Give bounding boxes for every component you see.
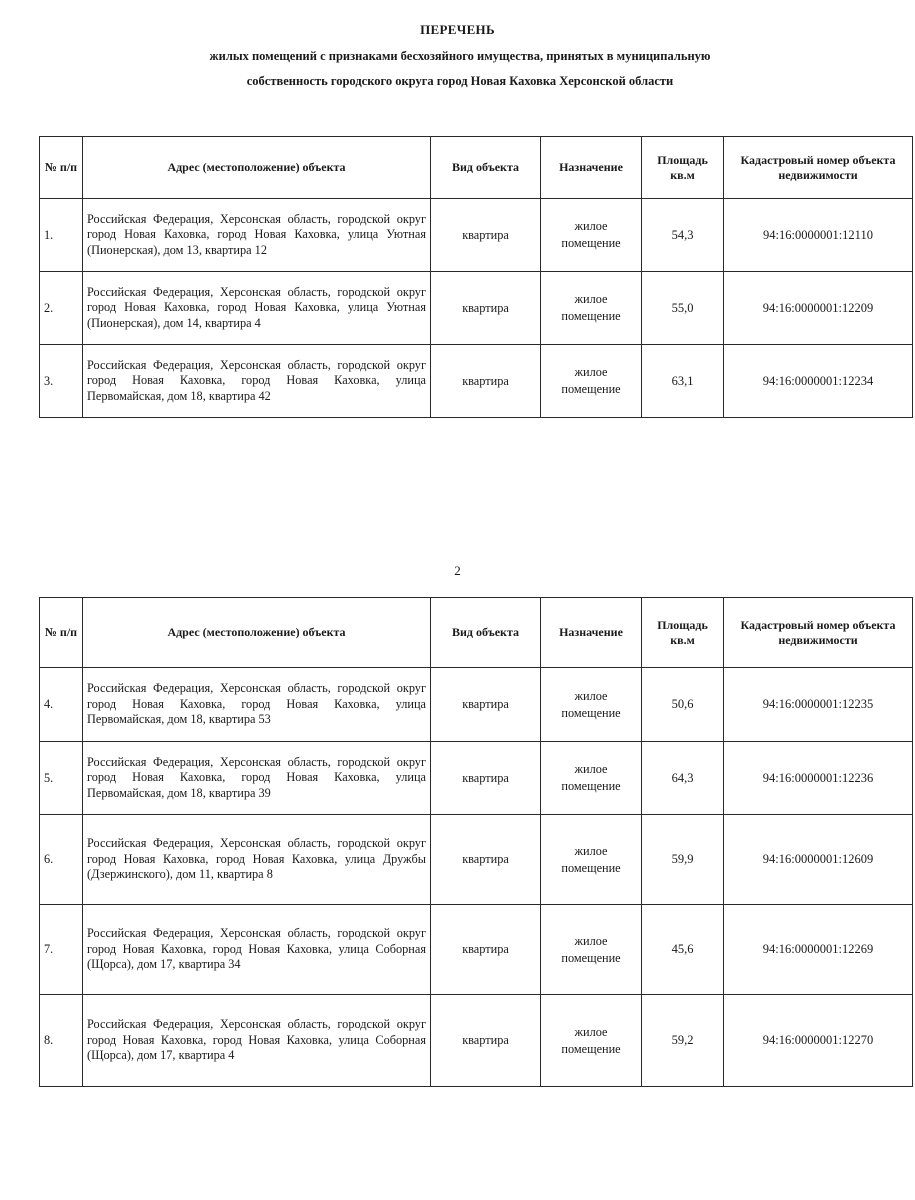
row-kind: квартира [431,668,541,742]
row-num: 7. [40,905,83,995]
row-cadastral: 94:16:0000001:12235 [724,668,913,742]
header-address: Адрес (местоположение) объекта [83,137,431,199]
row-address: Российская Федерация, Херсонская область, городской округ город Новая Каховка, город Новая Каховка, улица Первомайская, дом 18, квартира 39 [83,742,431,815]
header-cadastral: Кадастровый номер объекта недвижимости [724,137,913,199]
row-purpose: жилое помещение [541,742,642,815]
row-address: Российская Федерация, Херсонская область, городской округ город Новая Каховка, город Новая Каховка, улица Первомайская, дом 18, квартира 42 [83,345,431,418]
header-purpose: Назначение [541,137,642,199]
table-row [40,199,913,272]
row-area: 63,1 [642,345,724,418]
row-cadastral: 94:16:0000001:12609 [724,815,913,905]
row-kind: квартира [431,815,541,905]
header-num: № п/п [40,598,83,668]
table-row [40,272,913,345]
table-header-row [40,137,913,199]
table-row [40,905,913,995]
table-row [40,742,913,815]
row-address: Российская Федерация, Херсонская область, городской округ город Новая Каховка, город Новая Каховка, улица Соборная (Щорса), дом 17, квартира 34 [83,905,431,995]
row-area: 54,3 [642,199,724,272]
row-purpose: жилое помещение [541,272,642,345]
row-num: 5. [40,742,83,815]
header-kind: Вид объекта [431,137,541,199]
row-area: 45,6 [642,905,724,995]
header-area: Площадь кв.м [642,598,724,668]
row-num: 3. [40,345,83,418]
row-purpose: жилое помещение [541,815,642,905]
row-purpose: жилое помещение [541,345,642,418]
table-row [40,815,913,905]
header-num: № п/п [40,137,83,199]
register-table-page-1 [39,136,913,418]
header-address: Адрес (местоположение) объекта [83,598,431,668]
row-num: 4. [40,668,83,742]
row-num: 2. [40,272,83,345]
row-kind: квартира [431,742,541,815]
row-area: 50,6 [642,668,724,742]
row-area: 55,0 [642,272,724,345]
register-table-page-2 [39,597,913,1087]
row-num: 6. [40,815,83,905]
row-area: 64,3 [642,742,724,815]
document-subtitle-line-1: жилых помещений с признаками бесхозяйного имущества, принятых в муниципальную [209,49,711,63]
row-address: Российская Федерация, Херсонская область, городской округ город Новая Каховка, город Новая Каховка, улица Уютная (Пионерская), дом 13, квартира 12 [83,199,431,272]
row-cadastral: 94:16:0000001:12236 [724,742,913,815]
header-purpose: Назначение [541,598,642,668]
row-kind: квартира [431,199,541,272]
row-address: Российская Федерация, Херсонская область, городской округ город Новая Каховка, город Новая Каховка, улица Дружбы (Дзержинского), дом 11, квартира 8 [83,815,431,905]
document-title: ПЕРЕЧЕНЬ [420,22,495,37]
row-kind: квартира [431,345,541,418]
table-row [40,995,913,1087]
row-area: 59,9 [642,815,724,905]
page-number: 2 [454,563,461,578]
header-cadastral: Кадастровый номер объекта недвижимости [724,598,913,668]
row-kind: квартира [431,995,541,1087]
row-num: 8. [40,995,83,1087]
table-row [40,668,913,742]
row-purpose: жилое помещение [541,995,642,1087]
row-address: Российская Федерация, Херсонская область, городской округ город Новая Каховка, город Новая Каховка, улица Первомайская, дом 18, квартира 53 [83,668,431,742]
row-purpose: жилое помещение [541,905,642,995]
row-area: 59,2 [642,995,724,1087]
row-cadastral: 94:16:0000001:12209 [724,272,913,345]
row-address: Российская Федерация, Херсонская область, городской округ город Новая Каховка, город Новая Каховка, улица Соборная (Щорса), дом 17, квартира 4 [83,995,431,1087]
document-subtitle-line-2: собственность городского округа город Новая Каховка Херсонской области [246,74,674,88]
document-subtitle [60,44,860,94]
table-row [40,345,913,418]
row-cadastral: 94:16:0000001:12234 [724,345,913,418]
row-cadastral: 94:16:0000001:12269 [724,905,913,995]
row-cadastral: 94:16:0000001:12270 [724,995,913,1087]
row-kind: квартира [431,272,541,345]
row-num: 1. [40,199,83,272]
row-address: Российская Федерация, Херсонская область, городской округ город Новая Каховка, город Новая Каховка, улица Уютная (Пионерская), дом 14, квартира 4 [83,272,431,345]
row-kind: квартира [431,905,541,995]
header-kind: Вид объекта [431,598,541,668]
row-cadastral: 94:16:0000001:12110 [724,199,913,272]
row-purpose: жилое помещение [541,668,642,742]
row-purpose: жилое помещение [541,199,642,272]
table-header-row [40,598,913,668]
header-area: Площадь кв.м [642,137,724,199]
